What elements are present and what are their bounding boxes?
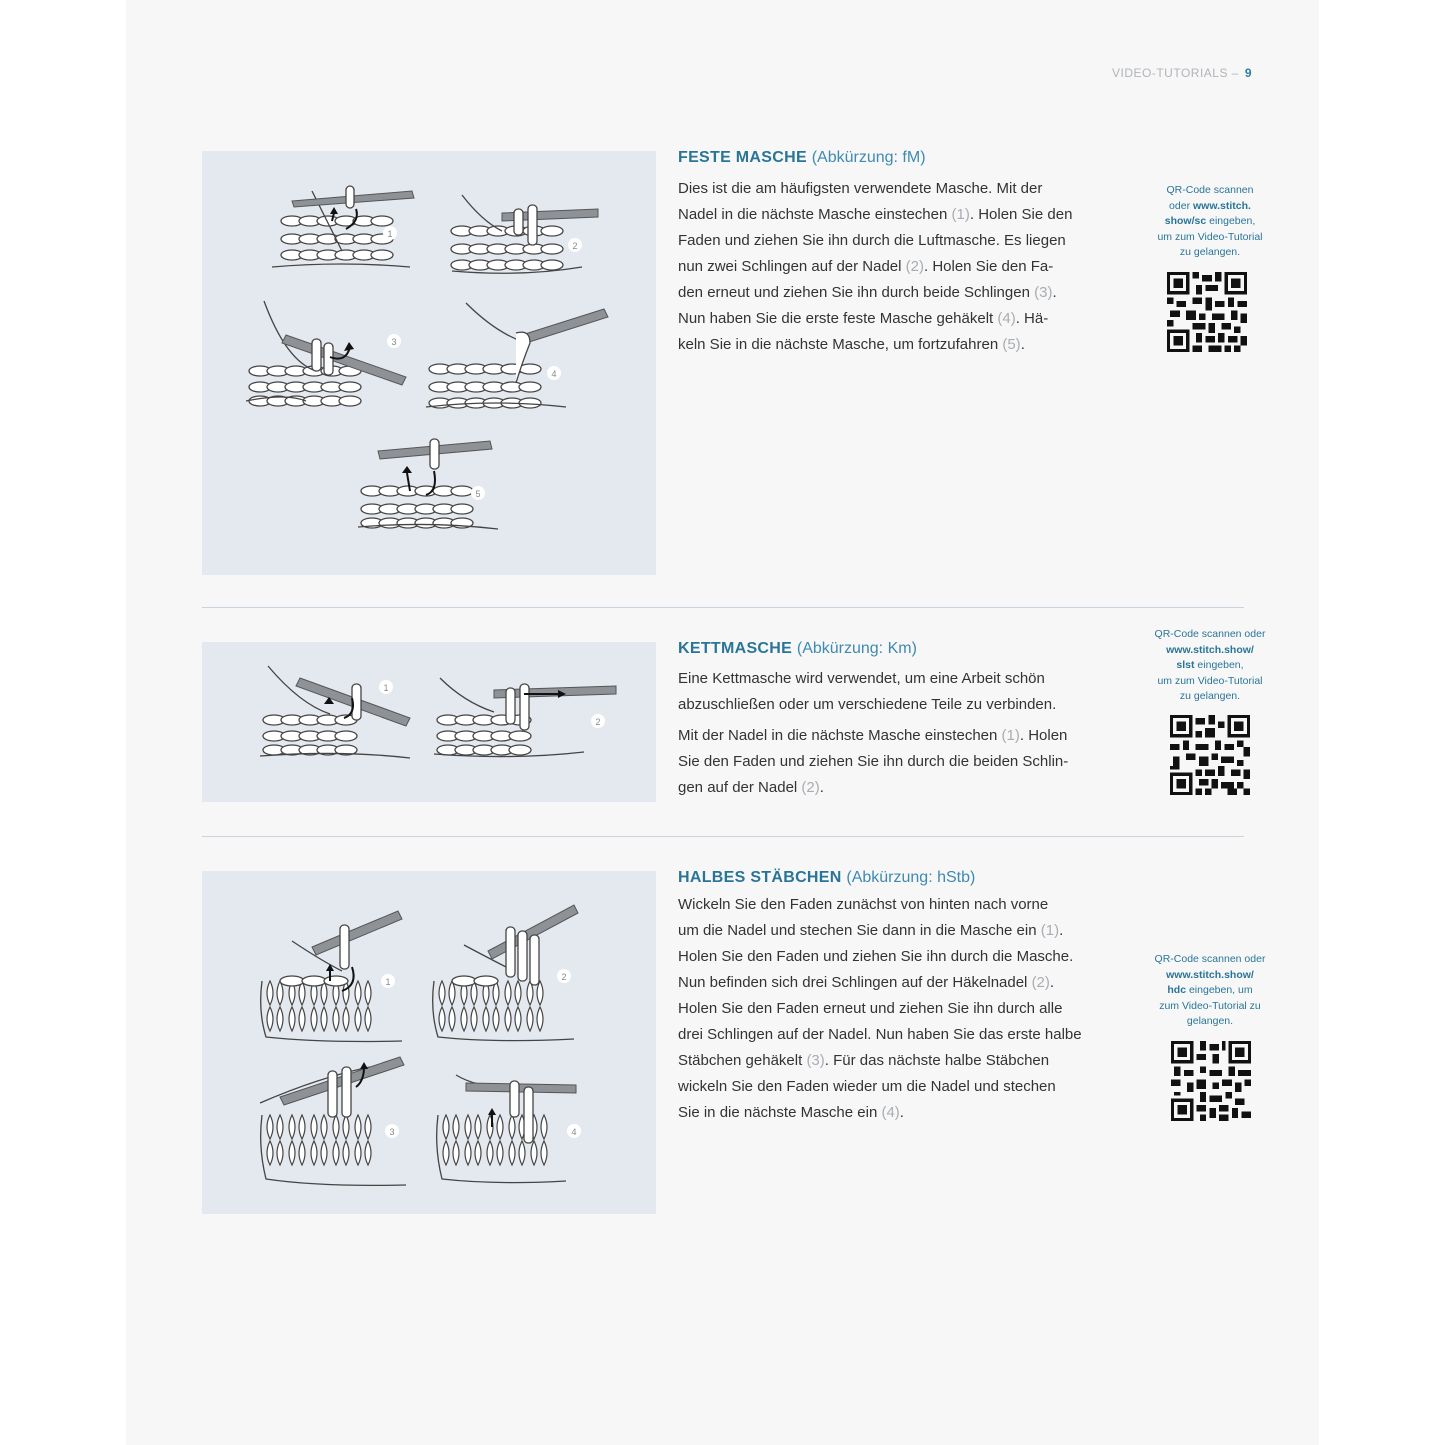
text-line: gen auf der Nadel (2).: [678, 779, 824, 796]
step-3-drawing: [246, 301, 406, 406]
running-head: [1112, 66, 1252, 80]
step-2-drawing: [434, 678, 616, 757]
text-line: Eine Kettmasche wird verwendet, um eine Arbeit schön: [678, 670, 1045, 687]
abbreviation: (Abkürzung: hStb): [846, 869, 976, 886]
step-2-label: 2: [572, 241, 578, 251]
step-2-drawing: [451, 195, 598, 273]
text-line: Mit der Nadel in die nächste Masche einstechen (1). Holen: [678, 727, 1068, 744]
text-line: Nun haben Sie die erste feste Masche gehäkelt (4). Hä-: [678, 310, 1049, 327]
step-2-label: 2: [561, 972, 567, 982]
title-text: HALBES STÄBCHEN: [678, 869, 842, 886]
step-3-label: 3: [389, 1127, 395, 1137]
text-line: Holen Sie den Faden erneut und ziehen Sie ihn durch alle: [678, 1000, 1063, 1017]
title-text: FESTE MASCHE: [678, 149, 807, 166]
step-5-drawing: [358, 439, 498, 529]
illustration-panel-halbes-staebchen: [202, 871, 656, 1214]
qr-instructions-halbes-staebchen: QR-Code scannen oder www.stitch.show/ hdc eingeben, um zum Video-Tutorial zu gelangen.: [1154, 953, 1266, 1027]
step-2-drawing: [433, 905, 578, 1041]
title-text: KETTMASCHE: [678, 640, 793, 657]
qr-code-kettmasche[interactable]: [1170, 715, 1250, 795]
text-line: Sie in die nächste Masche ein (4).: [678, 1104, 904, 1121]
qr-code-halbes-staebchen[interactable]: [1171, 1041, 1251, 1121]
step-3-label: 3: [391, 337, 397, 347]
step-1-drawing: [272, 186, 414, 267]
running-head-section: VIDEO-TUTORIALS –: [1112, 66, 1239, 80]
section-title-kettmasche: [678, 640, 917, 658]
text-line: abzuschließen oder um verschiedene Teile zu verbinden.: [678, 696, 1057, 713]
text-line: Nadel in die nächste Masche einstechen (1). Holen Sie den: [678, 206, 1073, 223]
feste-masche-illustration: [202, 151, 656, 575]
step-2-label: 2: [595, 717, 601, 727]
step-1-label: 1: [385, 977, 391, 987]
text-line: Stäbchen gehäkelt (3). Für das nächste halbe Stäbchen: [678, 1052, 1050, 1069]
illustration-panel-kettmasche: [202, 642, 656, 802]
text-line: den erneut und ziehen Sie ihn durch beide Schlingen (3).: [678, 284, 1057, 301]
abbreviation: (Abkürzung: Km): [796, 640, 917, 657]
text-line: nun zwei Schlingen auf der Nadel (2). Holen Sie den Fa-: [678, 258, 1054, 275]
text-line: drei Schlingen auf der Nadel. Nun haben Sie das erste halbe: [678, 1026, 1082, 1043]
qr-instructions-kettmasche: QR-Code scannen oder www.stitch.show/ slst eingeben, um zum Video-Tutorial zu gelangen.: [1154, 628, 1266, 702]
halbes-staebchen-illustration: [202, 871, 656, 1214]
step-3-drawing: [260, 1057, 406, 1185]
step-1-drawing: [261, 911, 402, 1042]
section-title-feste-masche: [678, 149, 926, 167]
section-title-halbes-staebchen: [678, 869, 975, 887]
body-halbes-staebchen: [678, 892, 1128, 1126]
step-1-label: 1: [383, 683, 389, 693]
step-4-label: 4: [551, 369, 557, 379]
text-line: Dies ist die am häufigsten verwendete Masche. Mit der: [678, 180, 1043, 197]
body-feste-masche: [678, 176, 1128, 358]
text-line: wickeln Sie den Faden wieder um die Nadel und stechen: [678, 1078, 1056, 1095]
body-kettmasche: [678, 666, 1128, 801]
text-line: Holen Sie den Faden und ziehen Sie ihn durch die Masche.: [678, 948, 1074, 965]
text-line: um die Nadel und stechen Sie dann in die Masche ein (1).: [678, 922, 1064, 939]
illustration-panel-feste-masche: [202, 151, 656, 575]
qr-instructions-feste-masche: QR-Code scannen oder www.stitch. show/sc eingeben, um zum Video-Tutorial zu gelangen.: [1157, 184, 1263, 258]
text-line: Wickeln Sie den Faden zunächst von hinten nach vorne: [678, 896, 1049, 913]
kettmasche-illustration: [202, 642, 656, 802]
step-4-label: 4: [571, 1127, 577, 1137]
text-line: keln Sie in die nächste Masche, um fortzufahren (5).: [678, 336, 1025, 353]
abbreviation: (Abkürzung: fM): [811, 149, 926, 166]
step-5-label: 5: [475, 489, 481, 499]
text-line: Sie den Faden und ziehen Sie ihn durch die beiden Schlin-: [678, 753, 1069, 770]
step-1-label: 1: [387, 229, 393, 239]
text-line: Faden und ziehen Sie ihn durch die Luftmasche. Es liegen: [678, 232, 1066, 249]
step-4-drawing: [426, 303, 608, 408]
page-number: 9: [1244, 66, 1253, 80]
step-4-drawing: [437, 1075, 576, 1183]
text-line: Nun befinden sich drei Schlingen auf der Häkelnadel (2).: [678, 974, 1055, 991]
section-divider: [202, 607, 1244, 608]
step-1-drawing: [260, 666, 410, 758]
qr-code-feste-masche[interactable]: [1167, 272, 1247, 352]
section-divider: [202, 836, 1244, 837]
